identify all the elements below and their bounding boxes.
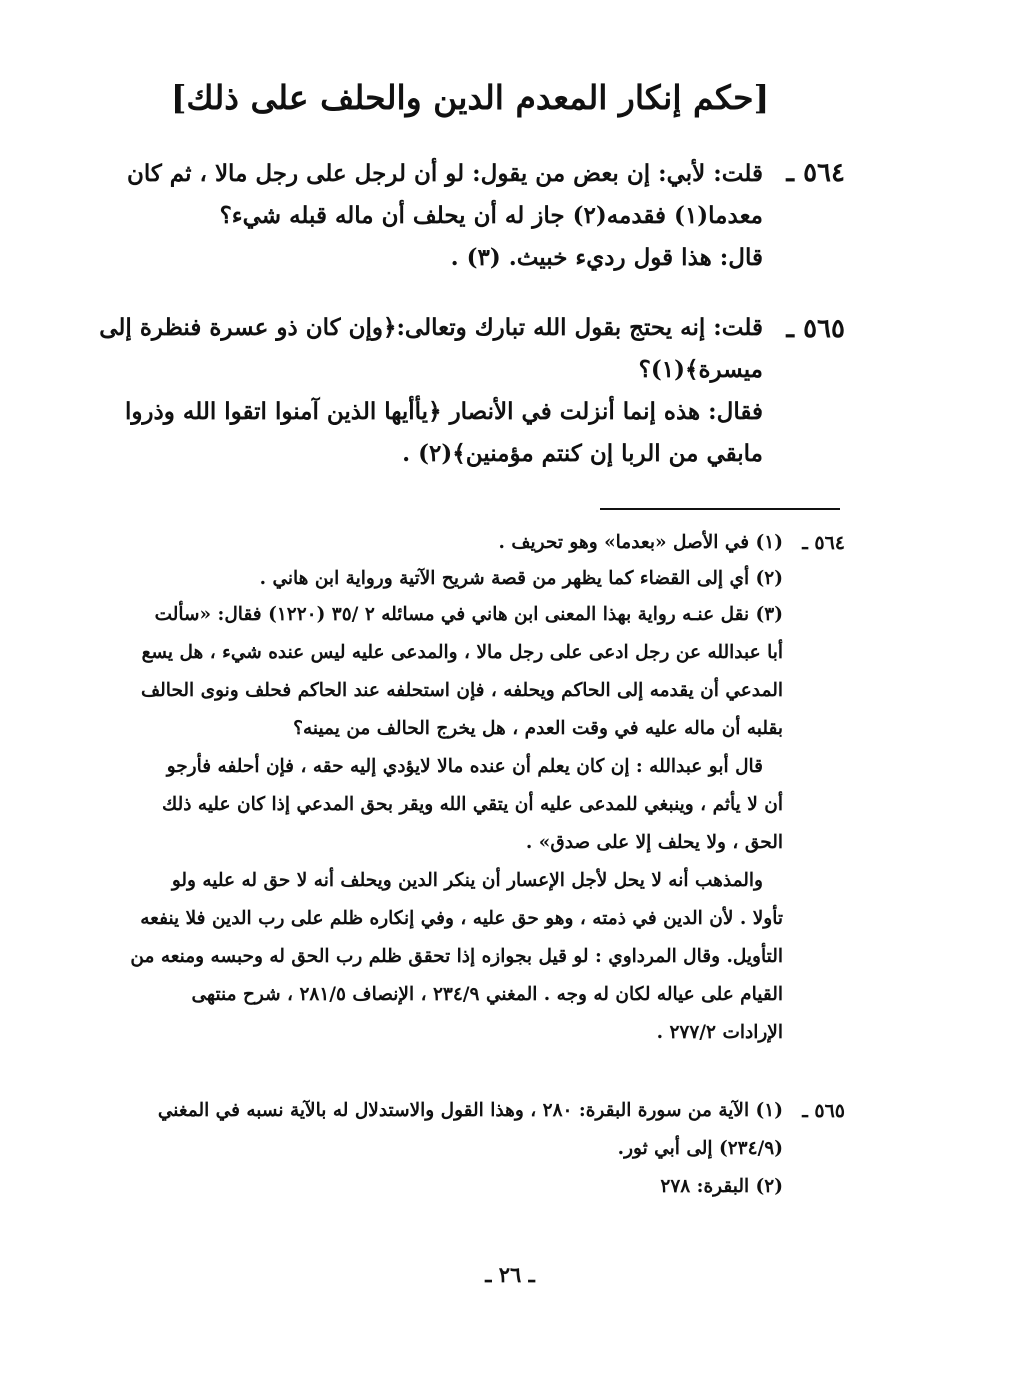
entry-565-line-2: ميسرة﴾(١)؟ bbox=[638, 356, 763, 383]
page-title: [حكم إنكار المعدم الدين والحلف على ذلك] bbox=[170, 78, 770, 117]
page-number: ـ ٢٦ ـ bbox=[485, 1262, 535, 1287]
footnote-564-line-3: (٣) نقل عنـه رواية بهذا المعنى ابن هاني في مسائله ٢ /٣٥ (١٢٢٠) فقال: «سألت bbox=[154, 604, 783, 625]
entry-564-line-3: قال: هذا قول رديء خبيث. (٣) . bbox=[450, 244, 763, 271]
entry-565-line-4: مابقي من الربا إن كنتم مؤمنين﴾(٢) . bbox=[402, 440, 763, 467]
footnote-564-line-13: القيام على عياله لكان له وجه . المغني ٢٣٤/٩ ، الإنصاف ٢٨١/٥ ، شرح منتهى bbox=[191, 984, 783, 1005]
footnote-564-line-1: (١) في الأصل «بعدما» وهو تحريف . bbox=[498, 532, 783, 553]
entry-564-line-1: قلت: لأبي: إن بعض من يقول: لو أن لرجل على رجل مالا ، ثم كان bbox=[126, 160, 763, 187]
footnote-564-line-8: أن لا يأثم ، وينبغي للمدعى عليه أن يتقي الله ويقر بحق المدعي إذا كان عليه ذلك bbox=[162, 794, 783, 815]
footnote-group-564-number: ٥٦٤ ـ bbox=[802, 532, 845, 554]
footnote-564-line-9: الحق ، ولا يحلف إلا على صدق» . bbox=[525, 832, 783, 853]
footnote-564-line-5: المدعي أن يقدمه إلى الحاكم ويحلفه ، فإن استحلفه عند الحاكم فحلف ونوى الحالف bbox=[141, 680, 783, 701]
footnote-564-line-10: والمذهب أنه لا يحل لأجل الإعسار أن ينكر الدين ويحلف أنه لا حق له عليه ولو bbox=[171, 870, 763, 891]
footnote-565-line-3: (٢) البقرة: ٢٧٨ bbox=[660, 1176, 783, 1197]
footnote-564-line-7: قال أبو عبدالله : إن كان يعلم أن عنده مالا لايؤدي إليه حقه ، فإن أحلفه فأرجو bbox=[166, 756, 763, 777]
entry-number-564: ٥٦٤ ـ bbox=[786, 158, 845, 188]
footnote-564-line-2: (٢) أي إلى القضاء كما يظهر من قصة شريح الآتية ورواية ابن هاني . bbox=[259, 568, 783, 589]
entry-565-line-3: فقال: هذه إنما أنزلت في الأنصار ﴿يأأيها الذين آمنوا اتقوا الله وذروا bbox=[124, 398, 763, 425]
entry-565-line-1: قلت: إنه يحتج بقول الله تبارك وتعالى:﴿وإن كان ذو عسرة فنظرة إلى bbox=[99, 314, 763, 341]
footnote-564-line-14: الإرادات ٢٧٧/٢ . bbox=[656, 1022, 783, 1043]
footnote-565-line-1: (١) الآية من سورة البقرة: ٢٨٠ ، وهذا القول والاستدلال له بالآية نسبه في المغني bbox=[157, 1100, 783, 1121]
entry-564-line-2: معدما(١) فقدمه(٢) جاز له أن يحلف أن ماله قبله شيء؟ bbox=[219, 202, 763, 229]
footnote-separator bbox=[600, 508, 840, 510]
footnote-564-line-4: أبا عبدالله عن رجل ادعى على رجل مالا ، والمدعى عليه ليس عنده شيء ، هل يسع bbox=[141, 642, 783, 663]
footnote-564-line-12: التأويل. وقال المرداوي : لو قيل بجوازه إذا تحقق ظلم رب الحق له وحبسه ومنعه من bbox=[130, 946, 783, 967]
footnote-group-565-number: ٥٦٥ ـ bbox=[802, 1100, 845, 1122]
footnote-564-line-11: تأولا . لأن الدين في ذمته ، وهو حق عليه ، وفي إنكاره ظلم على رب الدين فلا ينفعه bbox=[140, 908, 783, 929]
entry-number-565: ٥٦٥ ـ bbox=[786, 314, 845, 344]
footnote-565-line-2: (٢٣٤/٩) إلى أبي ثور. bbox=[617, 1138, 783, 1159]
footnote-564-line-6: بقلبه أن ماله عليه في وقت العدم ، هل يخرج الحالف من يمينه؟ bbox=[293, 718, 783, 739]
